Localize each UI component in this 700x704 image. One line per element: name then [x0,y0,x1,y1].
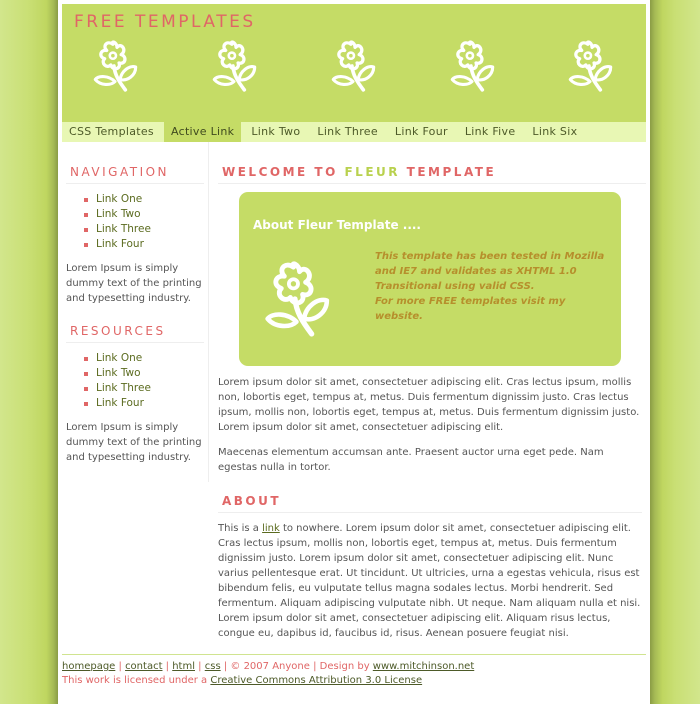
footer-line2 [62,674,646,688]
footer-css-link[interactable]: css [204,661,221,672]
box-flower-image [253,252,371,366]
nav-active-link[interactable]: Active Link [164,122,241,142]
about-paragraph [218,521,642,641]
page-background-right [650,0,700,704]
nav-link-two[interactable]: Link Two [251,125,301,138]
about-text-pre: This is a [218,523,263,534]
list-item [96,381,208,396]
sidebar-link-three[interactable]: Link Three [96,223,151,235]
navigation-list [62,192,208,252]
page-background-left [0,0,58,704]
list-item [96,396,208,411]
box-text [375,249,611,324]
separator: | [195,661,205,672]
resources-list [62,351,208,411]
resource-link-one[interactable]: Link One [96,352,143,364]
sidebar-link-four[interactable]: Link Four [96,238,144,250]
second-paragraph: Maecenas elementum accumsan ante. Praesent auctor urna eget pede. Nam egestas nulla in tortor. [218,447,604,473]
box-text-line2: For more FREE templates visit my website. [375,296,566,322]
license-link[interactable]: Creative Commons Attribution 3.0 License [210,675,423,686]
nav-css-templates[interactable]: CSS Templates [69,125,154,138]
footer-contact-link[interactable]: contact [125,661,163,672]
separator: | [309,661,320,672]
welcome-heading-pre: WELCOME TO [222,165,345,179]
about-text-post: to nowhere. Lorem ipsum dolor sit amet, consectetuer adipiscing elit. Cras lectus ipsum, mollis non, lobortis eget, tempus at, metus. Duis fermentum dignissim justo. Lorem ipsum dolor sit amet, consectetuer adipiscing elit. Nunc varius pellentesque erat. Ut tincidunt. Ut ultricies, urna a egestas vehicula, risus est bibendum felis, eu vulputate tellus magna sodales lectus. Morbi hendrerit. Sed fermentum. Aliquam adipiscing vulputate nibh. Ut neque. Nam aliquam nulla et nisi. Lorem ipsum dolor sit amet, consectetuer adipiscing elit. Aliquam risus lectus, congue eu, dapibus id, faucibus id, risus. Aenean posuere feugiat nisi. [218,523,641,639]
separator: | [115,661,126,672]
box-text-line1: This template has been tested in Mozilla and IE7 and validates as XHTML 1.0 Transitional using valid CSS. [375,251,605,292]
flower-icon [263,258,333,340]
nav-link-six[interactable]: Link Six [532,125,578,138]
site-title: FREE TEMPLATES [74,12,256,32]
nowhere-link[interactable]: link [262,523,280,534]
top-nav [62,122,646,142]
list-item [96,237,208,252]
sidebar-link-two[interactable]: Link Two [96,208,141,220]
about-template-box [239,192,621,366]
license-text: This work is licensed under a [62,675,211,686]
footer-html-link[interactable]: html [172,661,195,672]
intro-paragraph: Lorem ipsum dolor sit amet, consectetuer adipiscing elit. Cras lectus ipsum, mollis non, lobortis eget, tempus at, metus. Duis fermentum dignissim justo. Cras lectus ipsum, mollis non, lobortis eget, tempus at, metus. Duis fermentum dignissim justo. Lorem ipsum dolor sit amet, consectetuer adipiscing elit. [218,377,640,433]
list-item [96,366,208,381]
copyright: © 2007 Anyone [230,661,310,672]
resources-heading: RESOURCES [66,324,204,343]
navigation-text: Lorem Ipsum is simply dummy text of the printing and typesetting industry. [66,263,202,304]
resource-link-two[interactable]: Link Two [96,367,141,379]
nav-link-five[interactable]: Link Five [464,125,516,138]
flower-icon [92,38,140,94]
welcome-heading-accent: FLEUR [344,165,400,179]
welcome-heading-post: TEMPLATE [400,165,497,179]
sidebar [62,142,209,482]
separator: | [220,661,231,672]
list-item [96,192,208,207]
footer [62,654,646,688]
footer-line1 [62,660,646,674]
box-title: About Fleur Template .... [253,218,421,232]
main-content [218,142,646,639]
list-item [96,351,208,366]
designer-link[interactable]: www.mitchinson.net [372,661,475,672]
separator: | [162,661,173,672]
resources-text: Lorem Ipsum is simply dummy text of the printing and typesetting industry. [66,422,202,463]
about-heading: ABOUT [218,494,642,513]
design-by-label: Design by [319,661,373,672]
nav-link-three[interactable]: Link Three [317,125,378,138]
footer-homepage-link[interactable]: homepage [62,661,116,672]
page-container [58,0,650,704]
flower-icon [211,38,259,94]
sidebar-link-one[interactable]: Link One [96,193,143,205]
navigation-heading: NAVIGATION [66,165,204,184]
list-item [96,222,208,237]
resource-link-four[interactable]: Link Four [96,397,144,409]
flower-icon [567,38,615,94]
welcome-heading [218,165,646,184]
list-item [96,207,208,222]
nav-link-four[interactable]: Link Four [394,125,448,138]
resource-link-three[interactable]: Link Three [96,382,151,394]
site-header [62,4,646,122]
flower-icon [330,38,378,94]
flower-icon [449,38,497,94]
